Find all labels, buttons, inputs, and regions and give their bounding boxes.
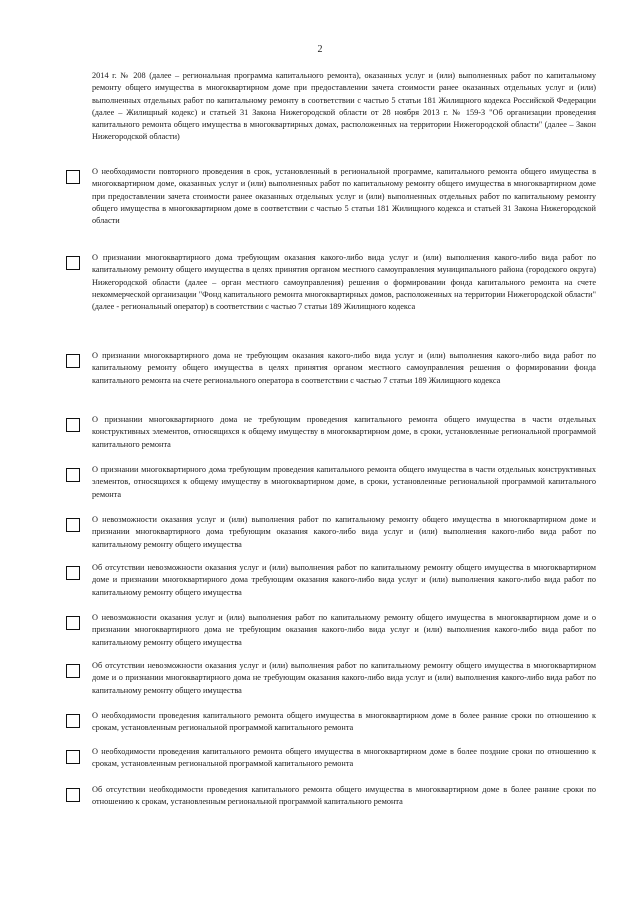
checkbox[interactable]	[66, 256, 80, 270]
checkbox[interactable]	[66, 714, 80, 728]
checkbox[interactable]	[66, 788, 80, 802]
checkbox[interactable]	[66, 664, 80, 678]
option-text: Об отсутствии невозможности оказания услуг и (или) выполнения работ по капитальному ремонту общего имущества в многоквартирном доме и признании многоквартирного дома требующим оказания какого-либо вида услуг и (или) выполнения какого-либо вида работ по капитальному ремонту общего имущества	[92, 563, 596, 597]
page-number: 2	[317, 44, 323, 55]
option-text: О признании многоквартирного дома не требующим оказания какого-либо вида услуг и (или) выполнения какого-либо вида работ по капитальному ремонту общего имущества в целях принятия органом местного самоуправления решения о формировании фонда капитального ремонта на счете регионального оператора в соответствии с частью 7 статьи 189 Жилищного кодекса	[92, 351, 596, 385]
option-text: О признании многоквартирного дома требующим проведения капитального ремонта общего имущества в части отдельных конструктивных элементов, относящихся к общему имуществу в многоквартирном доме, в сроки, установленные региональной программой капитального ремонта	[92, 465, 596, 499]
option-text: О невозможности оказания услуг и (или) выполнения работ по капитальному ремонту общего имущества в многоквартирном доме и о признании многоквартирного дома не требующим оказания какого-либо вида услуг и (или) выполнения какого-либо вида работ по капитальному ремонту общего имущества	[92, 613, 596, 647]
option-text: Об отсутствии необходимости проведения капитального ремонта общего имущества в многоквартирном доме в более ранние сроки по отношению к срокам, установленным региональной программой капитального ремонта	[92, 785, 596, 807]
checkbox[interactable]	[66, 418, 80, 432]
checkbox[interactable]	[66, 354, 80, 368]
checkbox[interactable]	[66, 750, 80, 764]
checkbox[interactable]	[66, 518, 80, 532]
checkbox[interactable]	[66, 616, 80, 630]
option-text: Об отсутствии невозможности оказания услуг и (или) выполнения работ по капитальному ремонту общего имущества в многоквартирном доме и о признании многоквартирного дома не требующим оказания какого-либо вида услуг и (или) выполнения какого-либо вида работ по капитальному ремонту общего имущества	[92, 661, 596, 695]
option-text: О необходимости повторного проведения в срок, установленный в региональной программе, капитального ремонта общего имущества в многоквартирном доме, оказанных услуг и (или) выполненных работ по капитальному ремонту общего имущества в многоквартирном доме при предоставлении зачета стоимости ранее оказанных отдельных услуг и (или) выполненных отдельных работ по капитальному ремонту общего имущества в многоквартирном доме в соответствии с частью 5 статьи 181 Жилищного кодекса и статьей 31 Закона Нижегородской области	[92, 167, 596, 226]
option-text: О необходимости проведения капитального ремонта общего имущества в многоквартирном доме в более поздние сроки по отношению к срокам, установленным региональной программой капитального ремонта	[92, 747, 596, 769]
checkbox[interactable]	[66, 566, 80, 580]
intro-paragraph: 2014 г. № 208 (далее – региональная программа капитального ремонта), оказанных услуг и (или) выполненных работ по капитальному ремонту общего имущества в многоквартирном доме при предоставлении зачета стоимости ранее оказанных отдельных услуг и (или) выполненных отдельных работ по капитальному ремонту в соответствии с частью 5 статьи 181 Жилищного кодекса Российской Федерации (далее – Жилищный кодекс) и статьей 31 Закона Нижегородской области от 28 ноября 2013 г. № 159-З "Об организации проведения капитального ремонта общего имущества в многоквартирных домах, расположенных на территории Нижегородской области" (далее – Закон Нижегородской области)	[92, 71, 596, 142]
option-text: О необходимости проведения капитального ремонта общего имущества в многоквартирном доме в более ранние сроки по отношению к срокам, установленным региональной программой капитального ремонта	[92, 711, 596, 733]
checkbox[interactable]	[66, 170, 80, 184]
option-text: О признании многоквартирного дома требующим оказания какого-либо вида услуг и (или) выполнения какого-либо вида работ по капитальному ремонту общего имущества в целях принятия органом местного самоуправления муниципального района (городского округа) Нижегородской области (далее – орган местного самоуправления) решения о формировании фонда капитального ремонта на счете некоммерческой организации "Фонд капитального ремонта многоквартирных домов, расположенных на территории Нижегородской области" (далее - региональный оператор) в соответствии с частью 7 статьи 189 Жилищного кодекса	[92, 253, 596, 312]
option-text: О признании многоквартирного дома не требующим проведения капитального ремонта общего имущества в части отдельных конструктивных элементов, относящихся к общему имуществу в многоквартирном доме, в сроки, установленные региональной программой капитального ремонта	[92, 415, 596, 449]
option-text: О невозможности оказания услуг и (или) выполнения работ по капитальному ремонту общего имущества в многоквартирном доме и признании многоквартирного дома требующим оказания какого-либо вида услуг и (или) выполнения какого-либо вида работ по капитальному ремонту общего имущества	[92, 515, 596, 549]
checkbox[interactable]	[66, 468, 80, 482]
